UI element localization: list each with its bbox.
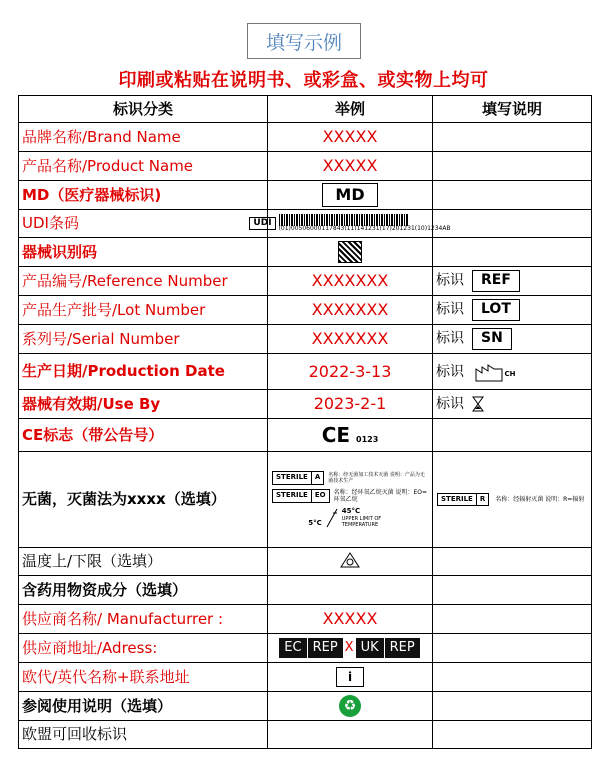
sterile-r-symbol [437, 493, 489, 507]
table-row [19, 634, 592, 663]
row-example [268, 419, 433, 452]
sterile-word: STERILE [276, 473, 308, 482]
ref-symbol: REF [472, 270, 520, 291]
lot-symbol: LOT [472, 299, 520, 320]
table-row [19, 238, 592, 267]
table-row [19, 267, 592, 296]
page-title: 填写示例 [265, 31, 342, 54]
row-label: 供应商地址/Adress: [19, 634, 268, 663]
ce-mark: CE [321, 423, 351, 447]
udi-barcode [253, 214, 451, 233]
row-note [433, 354, 592, 390]
header-example: 举例 [268, 96, 433, 123]
row-note [433, 238, 592, 267]
table-row [19, 721, 592, 749]
row-example [268, 576, 433, 605]
separator-x: X [344, 638, 355, 658]
row-note [433, 419, 592, 452]
table-row [19, 576, 592, 605]
table-row [19, 548, 592, 576]
sterile-eo-example [272, 489, 428, 503]
row-label: 欧盟可回收标识 [19, 721, 268, 749]
row-label: MD（医疗器械标识) [19, 181, 268, 210]
row-example [268, 721, 433, 749]
row-label: 产品编号/Reference Number [19, 267, 268, 296]
sterile-r-text: 名称：经辐射灭菌 说明：R=辐射 [495, 495, 585, 503]
temp-caption: UPPER LIMIT OF TEMPERATURE [341, 515, 382, 528]
row-note [433, 634, 592, 663]
sterile-method: EO [311, 490, 329, 502]
row-example [268, 548, 433, 576]
consult-ifu-icon: i [336, 667, 364, 687]
table-row [19, 325, 592, 354]
table-row [19, 419, 592, 452]
row-label: 品牌名称/Brand Name [19, 123, 268, 152]
sterile-eo-text: 名称：经环氧乙烷灭菌 说明：EO=环氧乙烷 [333, 488, 428, 504]
temp-high: 45°C [341, 507, 361, 516]
ec-rep-symbols [279, 638, 420, 658]
row-example [268, 181, 433, 210]
udi-barcode-graphic [279, 214, 451, 233]
row-example [268, 238, 433, 267]
row-label: 欧代/英代名称+联系地址 [19, 663, 268, 692]
row-label: 含药用物资成分（选填） [19, 576, 268, 605]
temperature-example [272, 507, 428, 527]
recycle-icon: ♻ [339, 695, 361, 717]
row-label: 温度上/下限（选填） [19, 548, 268, 576]
sterile-method: A [311, 472, 323, 484]
hourglass-icon [472, 396, 484, 412]
row-example: XXXXX [268, 152, 433, 181]
row-note [433, 296, 592, 325]
row-example [268, 452, 433, 548]
row-example: XXXXX [268, 605, 433, 634]
row-label: 系列号/Serial Number [19, 325, 268, 354]
rep2-label: REP [385, 638, 420, 658]
table-row [19, 605, 592, 634]
row-label: CE标志（带公告号） [19, 419, 268, 452]
header-note: 填写说明 [433, 96, 592, 123]
row-note [433, 325, 592, 354]
table-row [19, 152, 592, 181]
table-row [19, 692, 592, 721]
row-label: 参阅使用说明（选填） [19, 692, 268, 721]
temp-upper [342, 507, 392, 527]
row-example: 2023-2-1 [268, 390, 433, 419]
sterile-a-symbol [272, 471, 324, 485]
header-row [19, 96, 592, 123]
udi-text: (01)00506000117843(11)141231(17)201231(10)1234AB [278, 225, 451, 233]
row-note [433, 267, 592, 296]
ec-label: EC [279, 638, 306, 658]
row-note [433, 152, 592, 181]
sterile-eo-symbol [272, 489, 330, 503]
note-prefix: 标识 [436, 331, 464, 347]
table-row [19, 210, 592, 238]
row-note [433, 605, 592, 634]
note-prefix: 标识 [436, 363, 464, 380]
row-note [433, 123, 592, 152]
table-row [19, 123, 592, 152]
page-subtitle: 印刷或粘贴在说明书、或彩盒、或实物上均可 [118, 70, 489, 91]
row-label: 无菌，灭菌法为xxxx（选填） [19, 452, 268, 548]
note-prefix: 标识 [436, 273, 464, 289]
udi-tag: UDI [249, 217, 275, 231]
header-category: 标识分类 [19, 96, 268, 123]
row-note [433, 210, 592, 238]
table-row [19, 663, 592, 692]
row-example: XXXXXXX [268, 325, 433, 354]
table-row [19, 452, 592, 548]
factory-icon [474, 361, 504, 383]
row-note [433, 721, 592, 749]
sterile-word: STERILE [441, 494, 473, 503]
row-note [433, 390, 592, 419]
row-example [268, 634, 433, 663]
table-row [19, 181, 592, 210]
label-table [18, 95, 592, 749]
row-note [433, 692, 592, 721]
row-label: UDI条码 [19, 210, 268, 238]
datamatrix-icon [338, 241, 362, 263]
row-note [433, 181, 592, 210]
row-note [433, 548, 592, 576]
sterile-word: STERILE [276, 491, 308, 500]
table-row [19, 390, 592, 419]
row-note [433, 452, 592, 548]
biohazard-warning-icon [339, 551, 361, 569]
row-label: 产品名称/Product Name [19, 152, 268, 181]
row-label: 供应商名称/ Manufacturrer : [19, 605, 268, 634]
ch-label: CH [504, 369, 516, 378]
sterile-r-example [437, 493, 587, 507]
row-note [433, 663, 592, 692]
note-prefix: 标识 [436, 302, 464, 318]
notified-body-number: 0123 [356, 435, 379, 444]
row-example [253, 210, 451, 238]
row-example: XXXXXXX [268, 296, 433, 325]
row-label: 器械有效期/Use By [19, 390, 268, 419]
table-row [19, 354, 592, 390]
table-row [19, 296, 592, 325]
sterile-method: R [476, 494, 488, 506]
sn-symbol: SN [472, 328, 512, 349]
row-example [268, 692, 433, 721]
md-symbol: MD [322, 183, 377, 207]
note-prefix: 标识 [436, 395, 464, 412]
rep-label: REP [308, 638, 343, 658]
row-example: XXXXX [268, 123, 433, 152]
row-example: 2022-3-13 [268, 354, 433, 390]
thermometer-icon [325, 508, 339, 528]
row-example [268, 663, 433, 692]
sterile-a-text: 名称：经无菌加工技术灭菌 说明：产品为无菌技术生产 [328, 472, 425, 485]
row-label: 生产日期/Production Date [19, 354, 268, 390]
page-title-box [247, 23, 361, 59]
temp-low: 5°C [308, 519, 322, 528]
row-label: 器械识别码 [19, 238, 268, 267]
row-note [433, 576, 592, 605]
uk-label: UK [356, 638, 384, 658]
sterile-a-example [272, 471, 428, 485]
row-label: 产品生产批号/Lot Number [19, 296, 268, 325]
row-example: XXXXXXX [268, 267, 433, 296]
